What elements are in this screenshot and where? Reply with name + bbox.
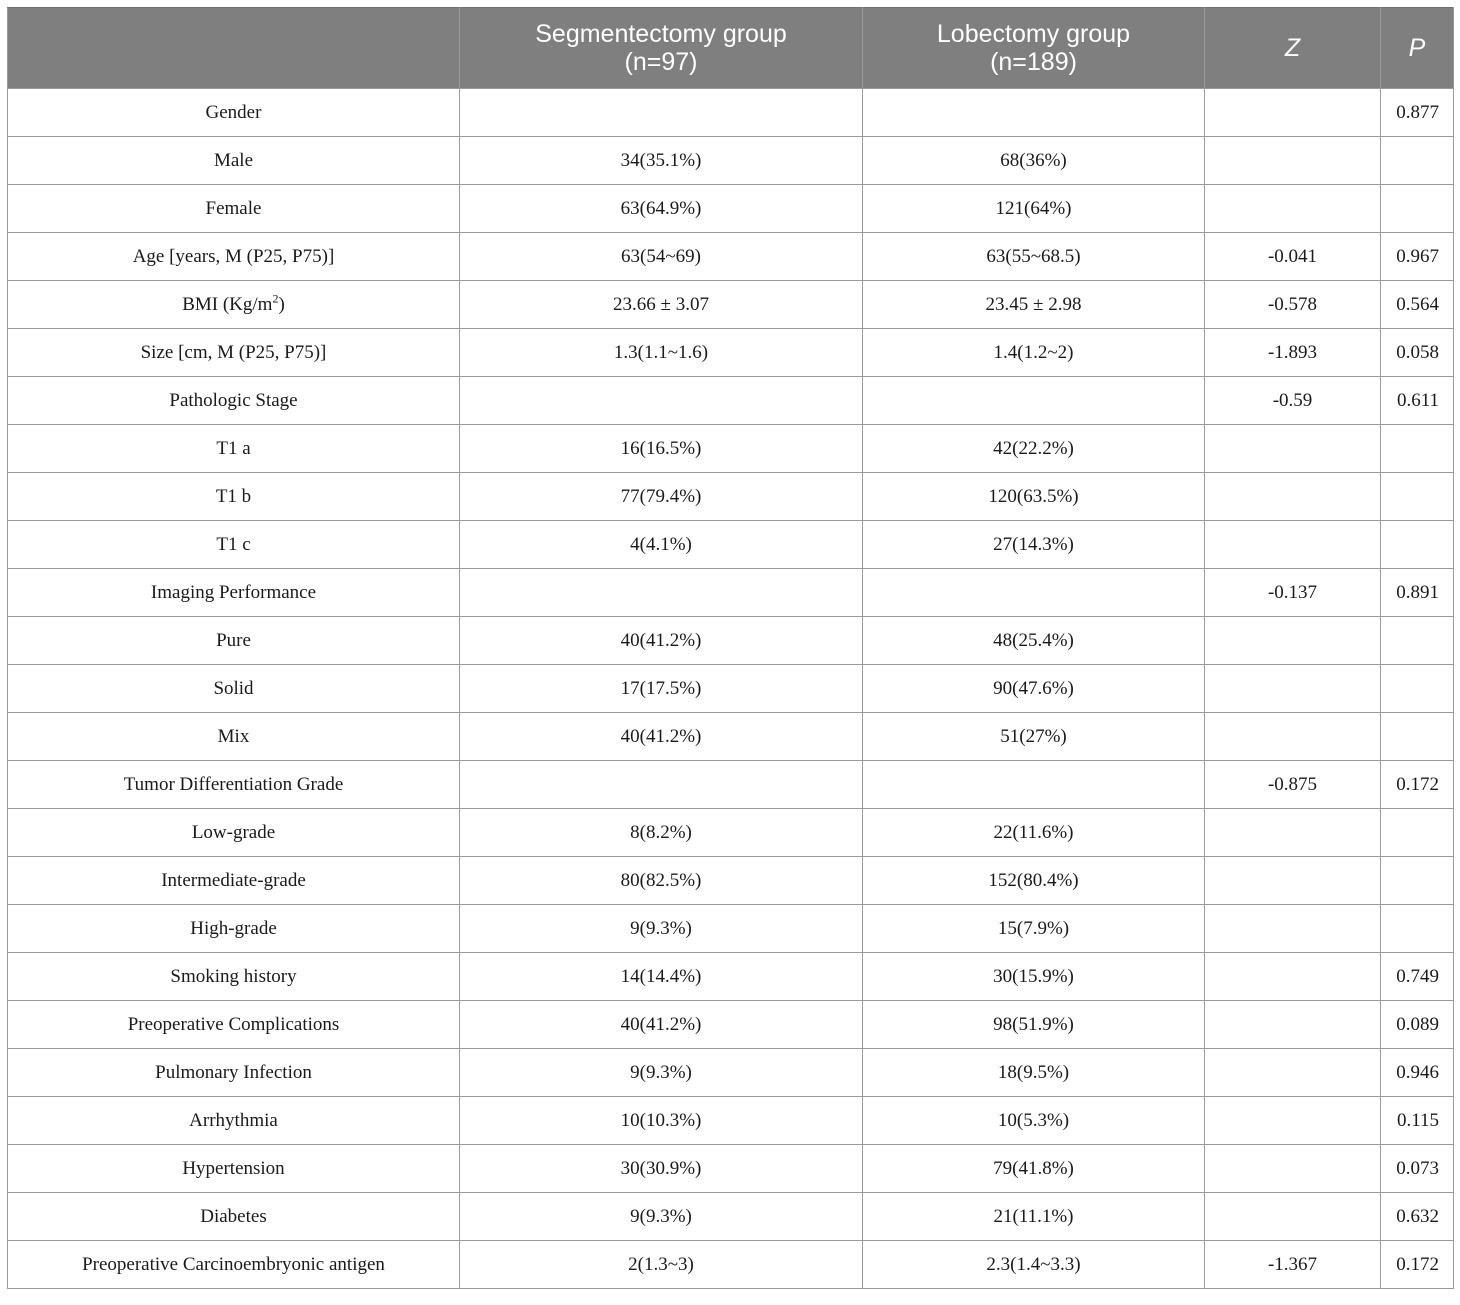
z-value-cell — [1205, 1193, 1381, 1241]
p-value-cell — [1381, 905, 1454, 953]
header-lobectomy-title: Lobectomy group — [936, 20, 1131, 48]
table-row — [8, 233, 1454, 281]
z-value-cell: -0.875 — [1205, 761, 1381, 809]
table-row — [8, 1145, 1454, 1193]
lobectomy-value-cell: 152(80.4%) — [863, 857, 1205, 905]
p-value-cell: 0.749 — [1381, 953, 1454, 1001]
row-label-cell — [8, 329, 460, 377]
z-value-cell — [1205, 1001, 1381, 1049]
z-value-cell — [1205, 1097, 1381, 1145]
table-row — [8, 137, 1454, 185]
p-value-cell: 0.632 — [1381, 1193, 1454, 1241]
lobectomy-value-cell: 90(47.6%) — [863, 665, 1205, 713]
row-label: Solid — [213, 677, 254, 699]
segmentectomy-value-cell: 9(9.3%) — [460, 905, 863, 953]
table-row — [8, 1193, 1454, 1241]
lobectomy-value-cell: 68(36%) — [863, 137, 1205, 185]
row-label-cell — [8, 137, 460, 185]
row-label: T1 a — [216, 437, 251, 459]
row-label-cell — [8, 521, 460, 569]
lobectomy-value-cell: 63(55~68.5) — [863, 233, 1205, 281]
p-value-cell: 0.611 — [1381, 377, 1454, 425]
row-label-cell — [8, 1001, 460, 1049]
row-label-cell — [8, 569, 460, 617]
lobectomy-value-cell: 121(64%) — [863, 185, 1205, 233]
header-lobectomy-n: (n=189) — [990, 48, 1077, 76]
lobectomy-value-cell: 27(14.3%) — [863, 521, 1205, 569]
row-label: BMI (Kg/m — [182, 293, 273, 315]
table-row — [8, 473, 1454, 521]
lobectomy-value-cell: 120(63.5%) — [863, 473, 1205, 521]
row-label-cell — [8, 953, 460, 1001]
lobectomy-value-cell: 18(9.5%) — [863, 1049, 1205, 1097]
z-value-cell — [1205, 473, 1381, 521]
row-label: Imaging Performance — [150, 581, 317, 603]
lobectomy-value-cell: 98(51.9%) — [863, 1001, 1205, 1049]
p-value-cell — [1381, 425, 1454, 473]
segmentectomy-value-cell: 77(79.4%) — [460, 473, 863, 521]
segmentectomy-value-cell — [460, 377, 863, 425]
row-label: Low-grade — [191, 821, 276, 843]
row-label: Male — [213, 149, 254, 171]
row-label-cell — [8, 713, 460, 761]
p-value-cell — [1381, 857, 1454, 905]
lobectomy-value-cell: 22(11.6%) — [863, 809, 1205, 857]
header-z-label: Z — [1284, 34, 1301, 62]
table-row — [8, 89, 1454, 137]
table-row — [8, 761, 1454, 809]
row-label-cell — [8, 1193, 460, 1241]
p-value-cell — [1381, 617, 1454, 665]
lobectomy-value-cell — [863, 377, 1205, 425]
segmentectomy-value-cell: 8(8.2%) — [460, 809, 863, 857]
table-row — [8, 1241, 1454, 1289]
segmentectomy-value-cell: 34(35.1%) — [460, 137, 863, 185]
table-row — [8, 521, 1454, 569]
table-row — [8, 713, 1454, 761]
segmentectomy-value-cell: 40(41.2%) — [460, 1001, 863, 1049]
lobectomy-value-cell — [863, 89, 1205, 137]
table-row — [8, 281, 1454, 329]
p-value-cell — [1381, 809, 1454, 857]
row-label-cell — [8, 617, 460, 665]
row-label: Gender — [205, 101, 262, 123]
z-value-cell: -0.59 — [1205, 377, 1381, 425]
p-value-cell: 0.891 — [1381, 569, 1454, 617]
segmentectomy-value-cell: 80(82.5%) — [460, 857, 863, 905]
row-label-cell — [8, 89, 460, 137]
row-label: Smoking history — [170, 965, 297, 987]
header-segmentectomy-n: (n=97) — [624, 48, 698, 76]
p-value-cell: 0.073 — [1381, 1145, 1454, 1193]
segmentectomy-value-cell — [460, 89, 863, 137]
row-label-cell — [8, 1241, 460, 1289]
z-value-cell — [1205, 1049, 1381, 1097]
z-value-cell — [1205, 905, 1381, 953]
p-value-cell — [1381, 665, 1454, 713]
segmentectomy-value-cell: 14(14.4%) — [460, 953, 863, 1001]
z-value-cell — [1205, 425, 1381, 473]
z-value-cell — [1205, 713, 1381, 761]
segmentectomy-value-cell: 63(54~69) — [460, 233, 863, 281]
table-body — [8, 89, 1454, 1289]
segmentectomy-value-cell: 9(9.3%) — [460, 1049, 863, 1097]
z-value-cell — [1205, 185, 1381, 233]
row-label-cell — [8, 1049, 460, 1097]
lobectomy-value-cell — [863, 761, 1205, 809]
lobectomy-value-cell: 21(11.1%) — [863, 1193, 1205, 1241]
lobectomy-value-cell: 42(22.2%) — [863, 425, 1205, 473]
row-label: Mix — [217, 725, 250, 747]
segmentectomy-value-cell: 17(17.5%) — [460, 665, 863, 713]
z-value-cell — [1205, 953, 1381, 1001]
segmentectomy-value-cell — [460, 569, 863, 617]
row-label: Arrhythmia — [189, 1109, 278, 1131]
segmentectomy-value-cell: 30(30.9%) — [460, 1145, 863, 1193]
row-label: Age [years, M (P25, P75)] — [132, 245, 335, 267]
table-row — [8, 569, 1454, 617]
segmentectomy-value-cell: 10(10.3%) — [460, 1097, 863, 1145]
lobectomy-value-cell: 23.45 ± 2.98 — [863, 281, 1205, 329]
header-lobectomy — [863, 8, 1205, 89]
row-label-cell — [8, 425, 460, 473]
z-value-cell: -0.137 — [1205, 569, 1381, 617]
z-value-cell — [1205, 521, 1381, 569]
table-row — [8, 905, 1454, 953]
row-label-cell — [8, 233, 460, 281]
table-row — [8, 425, 1454, 473]
row-label-cell — [8, 185, 460, 233]
lobectomy-value-cell — [863, 569, 1205, 617]
segmentectomy-value-cell: 40(41.2%) — [460, 617, 863, 665]
p-value-cell: 0.946 — [1381, 1049, 1454, 1097]
header-row — [8, 8, 1454, 89]
z-value-cell — [1205, 89, 1381, 137]
lobectomy-value-cell: 79(41.8%) — [863, 1145, 1205, 1193]
row-label: Pulmonary Infection — [155, 1061, 312, 1083]
header-p — [1381, 8, 1454, 89]
lobectomy-value-cell: 48(25.4%) — [863, 617, 1205, 665]
table-row — [8, 1097, 1454, 1145]
table-header — [8, 8, 1454, 89]
lobectomy-value-cell: 10(5.3%) — [863, 1097, 1205, 1145]
segmentectomy-value-cell: 1.3(1.1~1.6) — [460, 329, 863, 377]
z-value-cell: -0.041 — [1205, 233, 1381, 281]
row-label: Size [cm, M (P25, P75)] — [140, 341, 327, 363]
lobectomy-value-cell: 2.3(1.4~3.3) — [863, 1241, 1205, 1289]
segmentectomy-value-cell: 40(41.2%) — [460, 713, 863, 761]
table-row — [8, 1049, 1454, 1097]
row-label: Intermediate-grade — [161, 869, 306, 891]
p-value-cell: 0.115 — [1381, 1097, 1454, 1145]
lobectomy-value-cell: 30(15.9%) — [863, 953, 1205, 1001]
p-value-cell: 0.058 — [1381, 329, 1454, 377]
row-label: High-grade — [190, 917, 277, 939]
table-row — [8, 617, 1454, 665]
row-label-cell — [8, 1145, 460, 1193]
header-segmentectomy — [460, 8, 863, 89]
p-value-cell — [1381, 713, 1454, 761]
segmentectomy-value-cell: 63(64.9%) — [460, 185, 863, 233]
header-segmentectomy-title: Segmentectomy group — [535, 20, 787, 48]
header-z — [1205, 8, 1381, 89]
header-label-column — [8, 8, 460, 89]
table-row — [8, 809, 1454, 857]
data-table — [7, 7, 1454, 1289]
z-value-cell — [1205, 1145, 1381, 1193]
segmentectomy-value-cell: 23.66 ± 3.07 — [460, 281, 863, 329]
p-value-cell — [1381, 521, 1454, 569]
p-value-cell: 0.172 — [1381, 761, 1454, 809]
row-label-cell — [8, 1097, 460, 1145]
segmentectomy-value-cell: 9(9.3%) — [460, 1193, 863, 1241]
row-label-suffix: ) — [278, 293, 285, 315]
segmentectomy-value-cell — [460, 761, 863, 809]
row-label-cell — [8, 809, 460, 857]
p-value-cell: 0.172 — [1381, 1241, 1454, 1289]
row-label: T1 b — [215, 485, 252, 507]
p-value-cell — [1381, 185, 1454, 233]
row-label: Female — [205, 197, 262, 219]
row-label: Diabetes — [200, 1205, 267, 1227]
row-label-cell — [8, 473, 460, 521]
z-value-cell — [1205, 665, 1381, 713]
table-row — [8, 665, 1454, 713]
row-label: T1 c — [216, 533, 251, 555]
table-row — [8, 857, 1454, 905]
table-row — [8, 185, 1454, 233]
header-p-label: P — [1408, 34, 1426, 62]
lobectomy-value-cell: 1.4(1.2~2) — [863, 329, 1205, 377]
table-row — [8, 1001, 1454, 1049]
segmentectomy-value-cell: 4(4.1%) — [460, 521, 863, 569]
z-value-cell — [1205, 137, 1381, 185]
table-row — [8, 953, 1454, 1001]
z-value-cell: -1.367 — [1205, 1241, 1381, 1289]
segmentectomy-value-cell: 2(1.3~3) — [460, 1241, 863, 1289]
z-value-cell — [1205, 809, 1381, 857]
row-label: Preoperative Carcinoembryonic antigen — [82, 1253, 385, 1275]
lobectomy-value-cell: 15(7.9%) — [863, 905, 1205, 953]
row-label-cell — [8, 377, 460, 425]
p-value-cell — [1381, 473, 1454, 521]
row-label: Pathologic Stage — [169, 389, 298, 411]
row-label: Pure — [216, 629, 251, 651]
row-label-cell — [8, 281, 460, 329]
p-value-cell: 0.877 — [1381, 89, 1454, 137]
segmentectomy-value-cell: 16(16.5%) — [460, 425, 863, 473]
row-label: Hypertension — [182, 1157, 285, 1179]
row-label-cell — [8, 857, 460, 905]
table-row — [8, 377, 1454, 425]
p-value-cell: 0.564 — [1381, 281, 1454, 329]
row-label-cell — [8, 905, 460, 953]
row-label-cell — [8, 665, 460, 713]
z-value-cell: -1.893 — [1205, 329, 1381, 377]
row-label: Tumor Differentiation Grade — [123, 773, 344, 795]
table-row — [8, 329, 1454, 377]
lobectomy-value-cell: 51(27%) — [863, 713, 1205, 761]
p-value-cell: 0.089 — [1381, 1001, 1454, 1049]
row-label: Preoperative Complications — [127, 1013, 340, 1035]
z-value-cell: -0.578 — [1205, 281, 1381, 329]
p-value-cell: 0.967 — [1381, 233, 1454, 281]
row-label-superscript: 2 — [272, 291, 279, 306]
p-value-cell — [1381, 137, 1454, 185]
row-label-cell — [8, 761, 460, 809]
z-value-cell — [1205, 857, 1381, 905]
z-value-cell — [1205, 617, 1381, 665]
